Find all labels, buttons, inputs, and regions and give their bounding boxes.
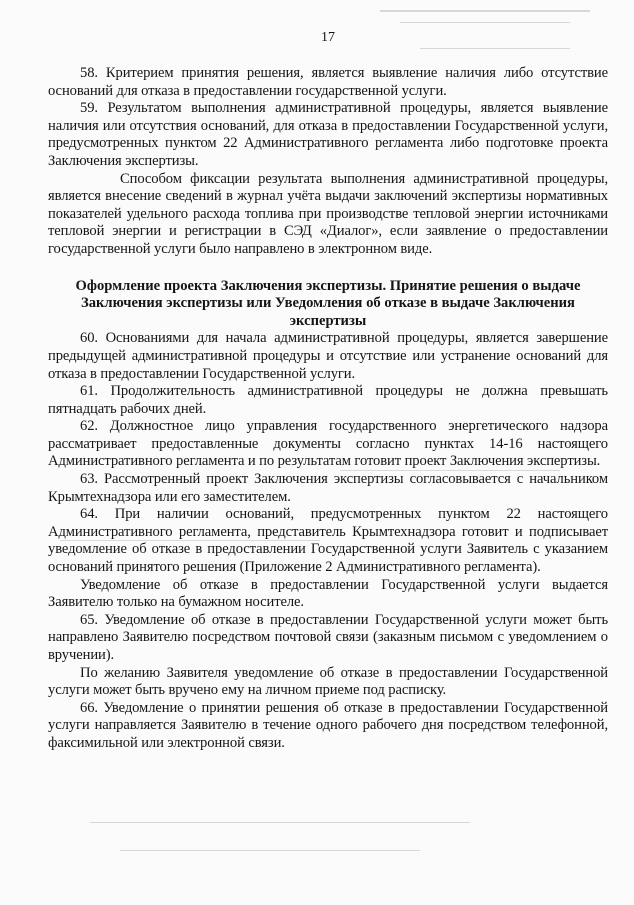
paragraph-60: 60. Основаниями для начала административной процедуры, является завершение предыдущей административной процедуры и отсутствие или устранение оснований для отказа в предоставлении Государственной услуги. (48, 330, 608, 382)
paragraph-61: 61. Продолжительность административной процедуры не должна превышать пятнадцать рабочих дней. (48, 383, 608, 417)
section-heading: Оформление проекта Заключения экспертизы. Принятие решения о выдаче Заключения экспертизы или Уведомления об отказе в выдаче Заключения экспертизы (75, 277, 581, 329)
paragraph-paper-only: Уведомление об отказе в предоставлении Государственной услуги выдается Заявителю только на бумажном носителе. (48, 576, 608, 611)
paragraph-personal-receipt: По желанию Заявителя уведомление об отказе в предоставлении Государственной услуги может быть вручено ему на личном приеме под расписку. (48, 664, 608, 699)
paragraph-59: 59. Результатом выполнения административной процедуры, является выявление наличия или отсутствия оснований, для отказа в предоставлении Государственной услуги, предусмотренных пунктом 22 Административного регламента либо подготовке проекта Заключения экспертизы. (48, 100, 608, 169)
paragraph-58: 58. Критерием принятия решения, является выявление наличия либо отсутствие оснований для отказа в предоставлении государственной услуги. (48, 65, 608, 99)
paragraph-fixation-method: Способом фиксации результата выполнения административной процедуры, является внесение сведений в журнал учёта выдачи заключений экспертизы нормативных показателей удельного расхода топлива при производстве тепловой энергии источниками тепловой энергии и регистрации в СЭД «Диалог», если заявление о предоставлении государственной услуги было направлено в электронном виде. (48, 170, 608, 257)
paragraph-65: 65. Уведомление об отказе в предоставлении Государственной услуги может быть направлено Заявителю посредством почтовой связи (заказным письмом с уведомлением о вручении). (48, 611, 608, 663)
paragraph-62: 62. Должностное лицо управления государственного энергетического надзора рассматривает предоставленные документы согласно пунктах 14-16 настоящего Административного регламента и по результатам готовит проект Заключения экспертизы. (48, 418, 608, 470)
paragraph-64: 64. При наличии оснований, предусмотренных пунктом 22 настоящего Административного регламента, представитель Крымтехнадзора готовит и подписывает уведомление об отказе в предоставлении Государственной услуги Заявитель с указанием оснований принятого решения (Приложение 2 Административного регламента). (48, 506, 608, 576)
page-number: 17 (321, 30, 335, 45)
paragraph-63: 63. Рассмотренный проект Заключения экспертизы согласовывается с начальником Крымтехнадзора или его заместителем. (48, 471, 608, 505)
paragraph-66: 66. Уведомление о принятии решения об отказе в предоставлении Государственной услуги направляется Заявителю в течение одного рабочего дня посредством телефонной, факсимильной или электронной связи. (48, 699, 608, 751)
